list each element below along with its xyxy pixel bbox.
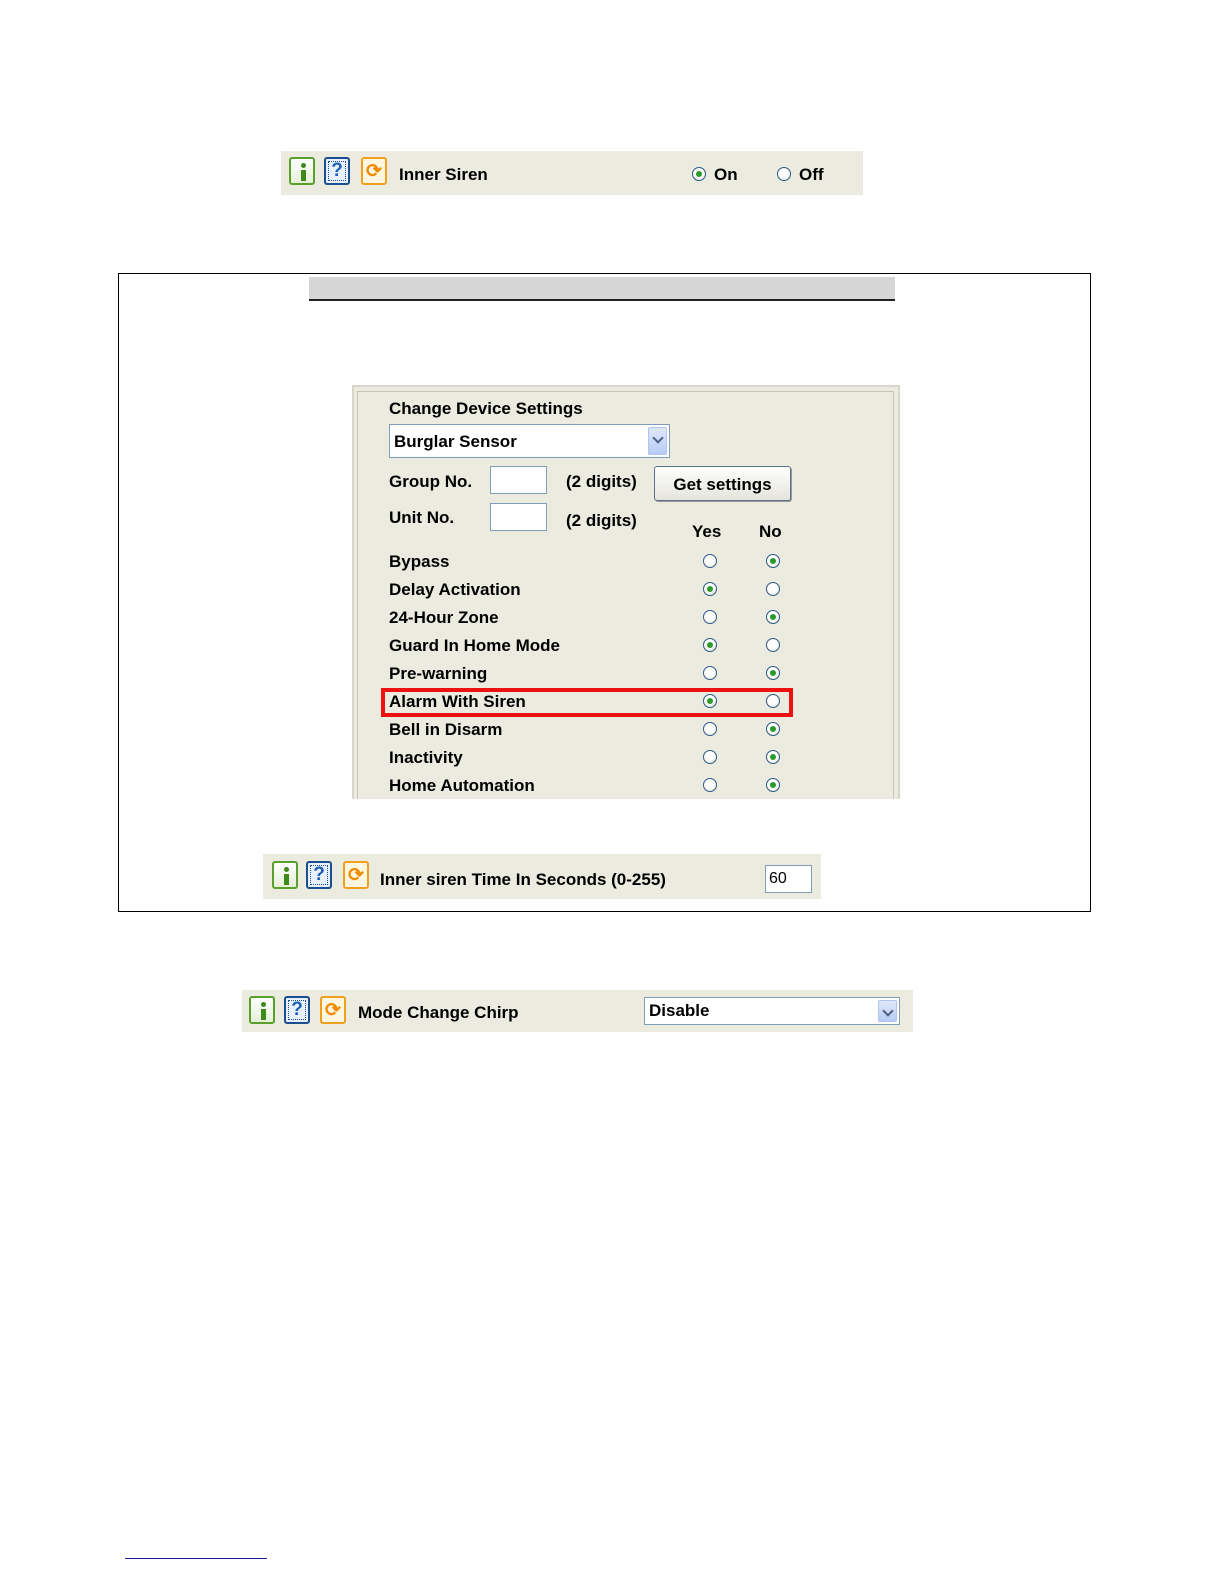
setting-yes-radio[interactable] <box>703 722 717 736</box>
chevron-down-icon[interactable] <box>648 427 667 455</box>
device-type-value: Burglar Sensor <box>394 432 517 451</box>
setting-no-radio[interactable] <box>766 778 780 792</box>
setting-row-label: Inactivity <box>389 748 463 767</box>
footer-link-underline <box>125 1558 267 1559</box>
yes-column-header: Yes <box>692 522 722 541</box>
setting-no-radio[interactable] <box>766 582 780 596</box>
unit-no-label: Unit No. <box>389 508 455 527</box>
mode-change-chirp-label: Mode Change Chirp <box>358 1003 519 1022</box>
setting-row-label: Pre-warning <box>389 664 488 683</box>
setting-row-label: Bypass <box>389 552 450 571</box>
unit-no-hint: (2 digits) <box>566 511 637 530</box>
chevron-down-icon[interactable] <box>878 1000 897 1022</box>
group-no-input[interactable] <box>490 466 547 494</box>
inner-siren-off-radio[interactable] <box>777 167 791 181</box>
refresh-icon[interactable]: ⟳ <box>361 157 387 185</box>
info-icon[interactable] <box>249 996 275 1024</box>
help-icon[interactable]: ? <box>284 996 310 1024</box>
refresh-icon[interactable]: ⟳ <box>343 861 369 889</box>
device-settings-title: Change Device Settings <box>389 399 583 418</box>
setting-yes-radio[interactable] <box>703 554 717 568</box>
unit-no-input[interactable] <box>490 503 547 531</box>
inner-siren-on-radio[interactable] <box>692 167 706 181</box>
header-band <box>309 277 895 301</box>
device-type-select[interactable] <box>389 424 670 458</box>
setting-no-radio[interactable] <box>766 638 780 652</box>
setting-row-label: Delay Activation <box>389 580 521 599</box>
setting-yes-radio[interactable] <box>703 610 717 624</box>
get-settings-label: Get settings <box>673 475 772 494</box>
info-icon[interactable] <box>289 157 315 185</box>
setting-row-label: Home Automation <box>389 776 535 795</box>
help-icon[interactable]: ? <box>324 157 350 185</box>
setting-row-label: Bell in Disarm <box>389 720 503 739</box>
setting-yes-radio[interactable] <box>703 638 717 652</box>
setting-no-radio[interactable] <box>766 750 780 764</box>
mode-change-chirp-select[interactable] <box>644 997 900 1025</box>
setting-yes-radio[interactable] <box>703 778 717 792</box>
setting-yes-radio[interactable] <box>703 750 717 764</box>
highlight-box <box>381 688 793 717</box>
setting-no-radio[interactable] <box>766 722 780 736</box>
setting-yes-radio[interactable] <box>703 666 717 680</box>
mode-change-chirp-value: Disable <box>649 1001 710 1020</box>
setting-row-label: Alarm With Siren <box>389 692 526 711</box>
group-no-hint: (2 digits) <box>566 472 637 491</box>
refresh-icon[interactable]: ⟳ <box>320 996 346 1024</box>
setting-no-radio[interactable] <box>766 610 780 624</box>
group-no-label: Group No. <box>389 472 473 491</box>
inner-siren-on-label[interactable]: On <box>714 165 738 184</box>
inner-siren-label: Inner Siren <box>399 165 488 184</box>
inner-siren-time-label: Inner siren Time In Seconds (0-255) <box>380 870 666 889</box>
setting-row-label: Guard In Home Mode <box>389 636 560 655</box>
get-settings-button[interactable] <box>654 466 791 501</box>
setting-yes-radio[interactable] <box>703 582 717 596</box>
setting-row-label: 24-Hour Zone <box>389 608 499 627</box>
inner-siren-off-label[interactable]: Off <box>799 165 824 184</box>
help-icon[interactable]: ? <box>306 861 332 889</box>
setting-no-radio[interactable] <box>766 554 780 568</box>
no-column-header: No <box>759 522 782 541</box>
inner-siren-time-value: 60 <box>769 870 787 887</box>
info-icon[interactable] <box>272 861 298 889</box>
inner-siren-time-input[interactable] <box>765 865 812 893</box>
setting-no-radio[interactable] <box>766 666 780 680</box>
